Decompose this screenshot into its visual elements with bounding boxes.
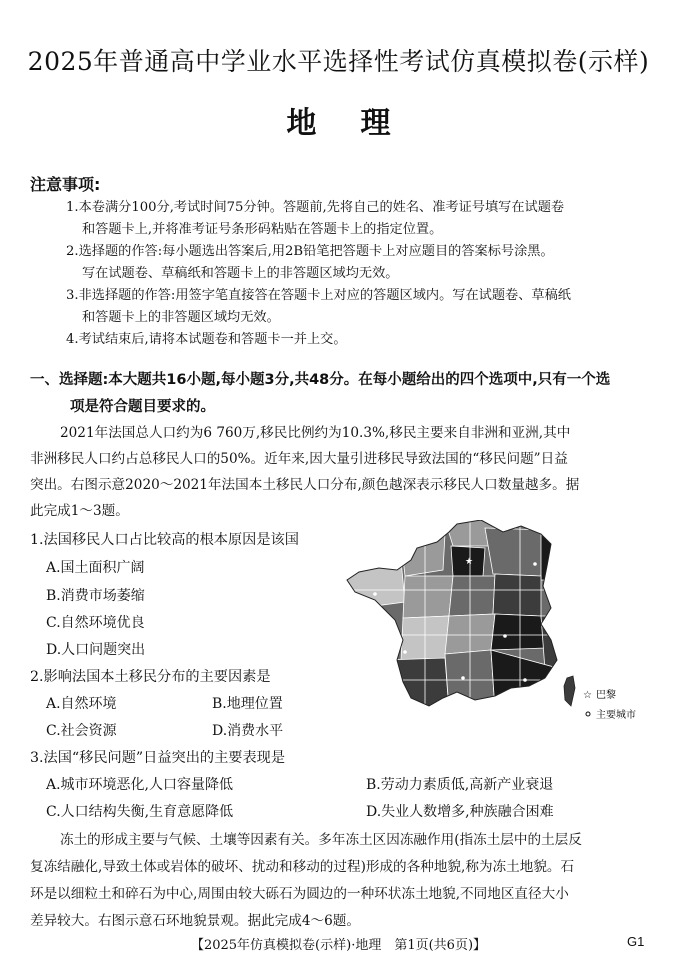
notice-line: 和答题卡上,并将准考证号条形码粘贴在答题卡上的指定位置。 bbox=[82, 222, 443, 237]
city-dot bbox=[461, 676, 465, 680]
corsica bbox=[564, 676, 575, 706]
southwest-region bbox=[385, 658, 449, 710]
q3-option-a: A.城市环境恶化,人口容量降低 bbox=[46, 777, 234, 793]
notice-line: 3.非选择题的作答:用签字笔直接答在答题卡上对应的答题区域内。写在试题卷、草稿纸 bbox=[66, 288, 571, 303]
q2-option-c: C.社会资源 bbox=[46, 723, 117, 739]
burgundy-region bbox=[493, 574, 541, 616]
q1-option-b: B.消费市场萎缩 bbox=[46, 588, 145, 604]
alps-region bbox=[541, 616, 565, 670]
departments bbox=[345, 520, 565, 720]
q1-option-a: A.国土面积广阔 bbox=[46, 560, 145, 576]
subject-title: 地理 bbox=[286, 106, 435, 141]
rhone-region bbox=[491, 614, 545, 650]
city-dot bbox=[373, 592, 377, 596]
passage-line: 2021年法国总人口约为6 760万,移民比例约为10.3%,移民主要来自非洲和亚洲,其中 bbox=[60, 425, 571, 441]
legend-major-city: 主要城市 bbox=[596, 710, 636, 721]
notice-line: 4.考试结束后,请将本试题卷和答题卡一并上交。 bbox=[66, 332, 347, 347]
passage-line: 突出。右图示意2020～2021年法国本土移民人口分布,颜色越深表示移民人口数量越多。据 bbox=[30, 477, 580, 493]
loire-region bbox=[403, 576, 453, 618]
question-3-stem: 3.法国“移民问题”日益突出的主要表现是 bbox=[30, 750, 286, 766]
q1-option-d: D.人口问题突出 bbox=[46, 642, 146, 658]
section-heading: 一、选择题:本大题共16小题,每小题3分,共48分。在每小题给出的四个选项中,只有一个选 bbox=[30, 372, 611, 388]
q3-option-d: D.失业人数增多,种族融合困难 bbox=[366, 804, 554, 820]
city-dot bbox=[533, 562, 537, 566]
q1-option-c: C.自然环境优良 bbox=[46, 615, 145, 631]
brittany-region bbox=[345, 560, 405, 610]
passage2-line: 复冻结融化,导致土体或岩体的破坏、扰动和移动的过程)形成的各种地貌,称为冻土地貌。石 bbox=[30, 859, 575, 875]
paris-star-icon: ★ bbox=[464, 557, 474, 567]
legend-star-icon: ☆ bbox=[583, 690, 592, 701]
northeast-region bbox=[485, 528, 545, 576]
question-2-stem: 2.影响法国本土移民分布的主要因素是 bbox=[30, 669, 271, 685]
q3-option-c: C.人口结构失衡,生育意愿降低 bbox=[46, 804, 234, 820]
passage2-line: 冻土的形成主要与气候、土壤等因素有关。多年冻土区因冻融作用(指冻土层中的土层反 bbox=[60, 832, 582, 848]
notice-line: 和答题卡上的非答题区域均无效。 bbox=[82, 310, 280, 325]
section-heading-cont: 项是符合题目要求的。 bbox=[70, 399, 215, 415]
q3-option-b: B.劳动力素质低,高新产业衰退 bbox=[366, 777, 554, 793]
page-footer: 【2025年仿真模拟卷(示样)·地理 第1页(共6页)】 bbox=[190, 938, 487, 953]
passage-line: 此完成1～3题。 bbox=[30, 503, 129, 519]
france-map-figure bbox=[345, 520, 645, 730]
legend-city-icon bbox=[586, 712, 590, 716]
q2-option-b: B.地理位置 bbox=[212, 696, 283, 712]
alsace-region bbox=[541, 528, 565, 580]
notice-heading: 注意事项: bbox=[30, 175, 101, 194]
city-dot bbox=[403, 650, 407, 654]
legend-paris: 巴黎 bbox=[596, 690, 616, 701]
exam-title: 2025年普通高中学业水平选择性考试仿真模拟卷(示样) bbox=[27, 47, 650, 76]
question-1-stem: 1.法国移民人口占比较高的根本原因是该国 bbox=[30, 532, 299, 548]
notice-line: 1.本卷满分100分,考试时间75分钟。答题前,先将自己的姓名、准考证号填写在试题卷 bbox=[66, 200, 565, 215]
passage2-line: 差异较大。右图示意石环地貌景观。据此完成4～6题。 bbox=[30, 913, 360, 929]
centre-region bbox=[449, 576, 495, 616]
city-dot bbox=[523, 678, 527, 682]
city-dot bbox=[503, 634, 507, 638]
notice-line: 2.选择题的作答:每小题选出答案后,用2B铅笔把答题卡上对应题目的答案标号涂黑。 bbox=[66, 244, 554, 259]
passage-line: 非洲移民人口约占总移民人口的50%。近年来,因大量引进移民导致法国的“移民问题”日益 bbox=[30, 451, 568, 467]
notice-line: 写在试题卷、草稿纸和答题卡上的非答题区域均无效。 bbox=[82, 266, 399, 281]
q2-option-a: A.自然环境 bbox=[46, 696, 117, 712]
france-immigrant-map bbox=[345, 520, 645, 730]
passage2-line: 环是以细粒土和碎石为中心,周围由较大砾石为圆边的一种环状冻土地貌,不同地区直径大小 bbox=[30, 886, 569, 902]
footer-code: G1 bbox=[627, 934, 645, 949]
q2-option-d: D.消费水平 bbox=[212, 723, 284, 739]
